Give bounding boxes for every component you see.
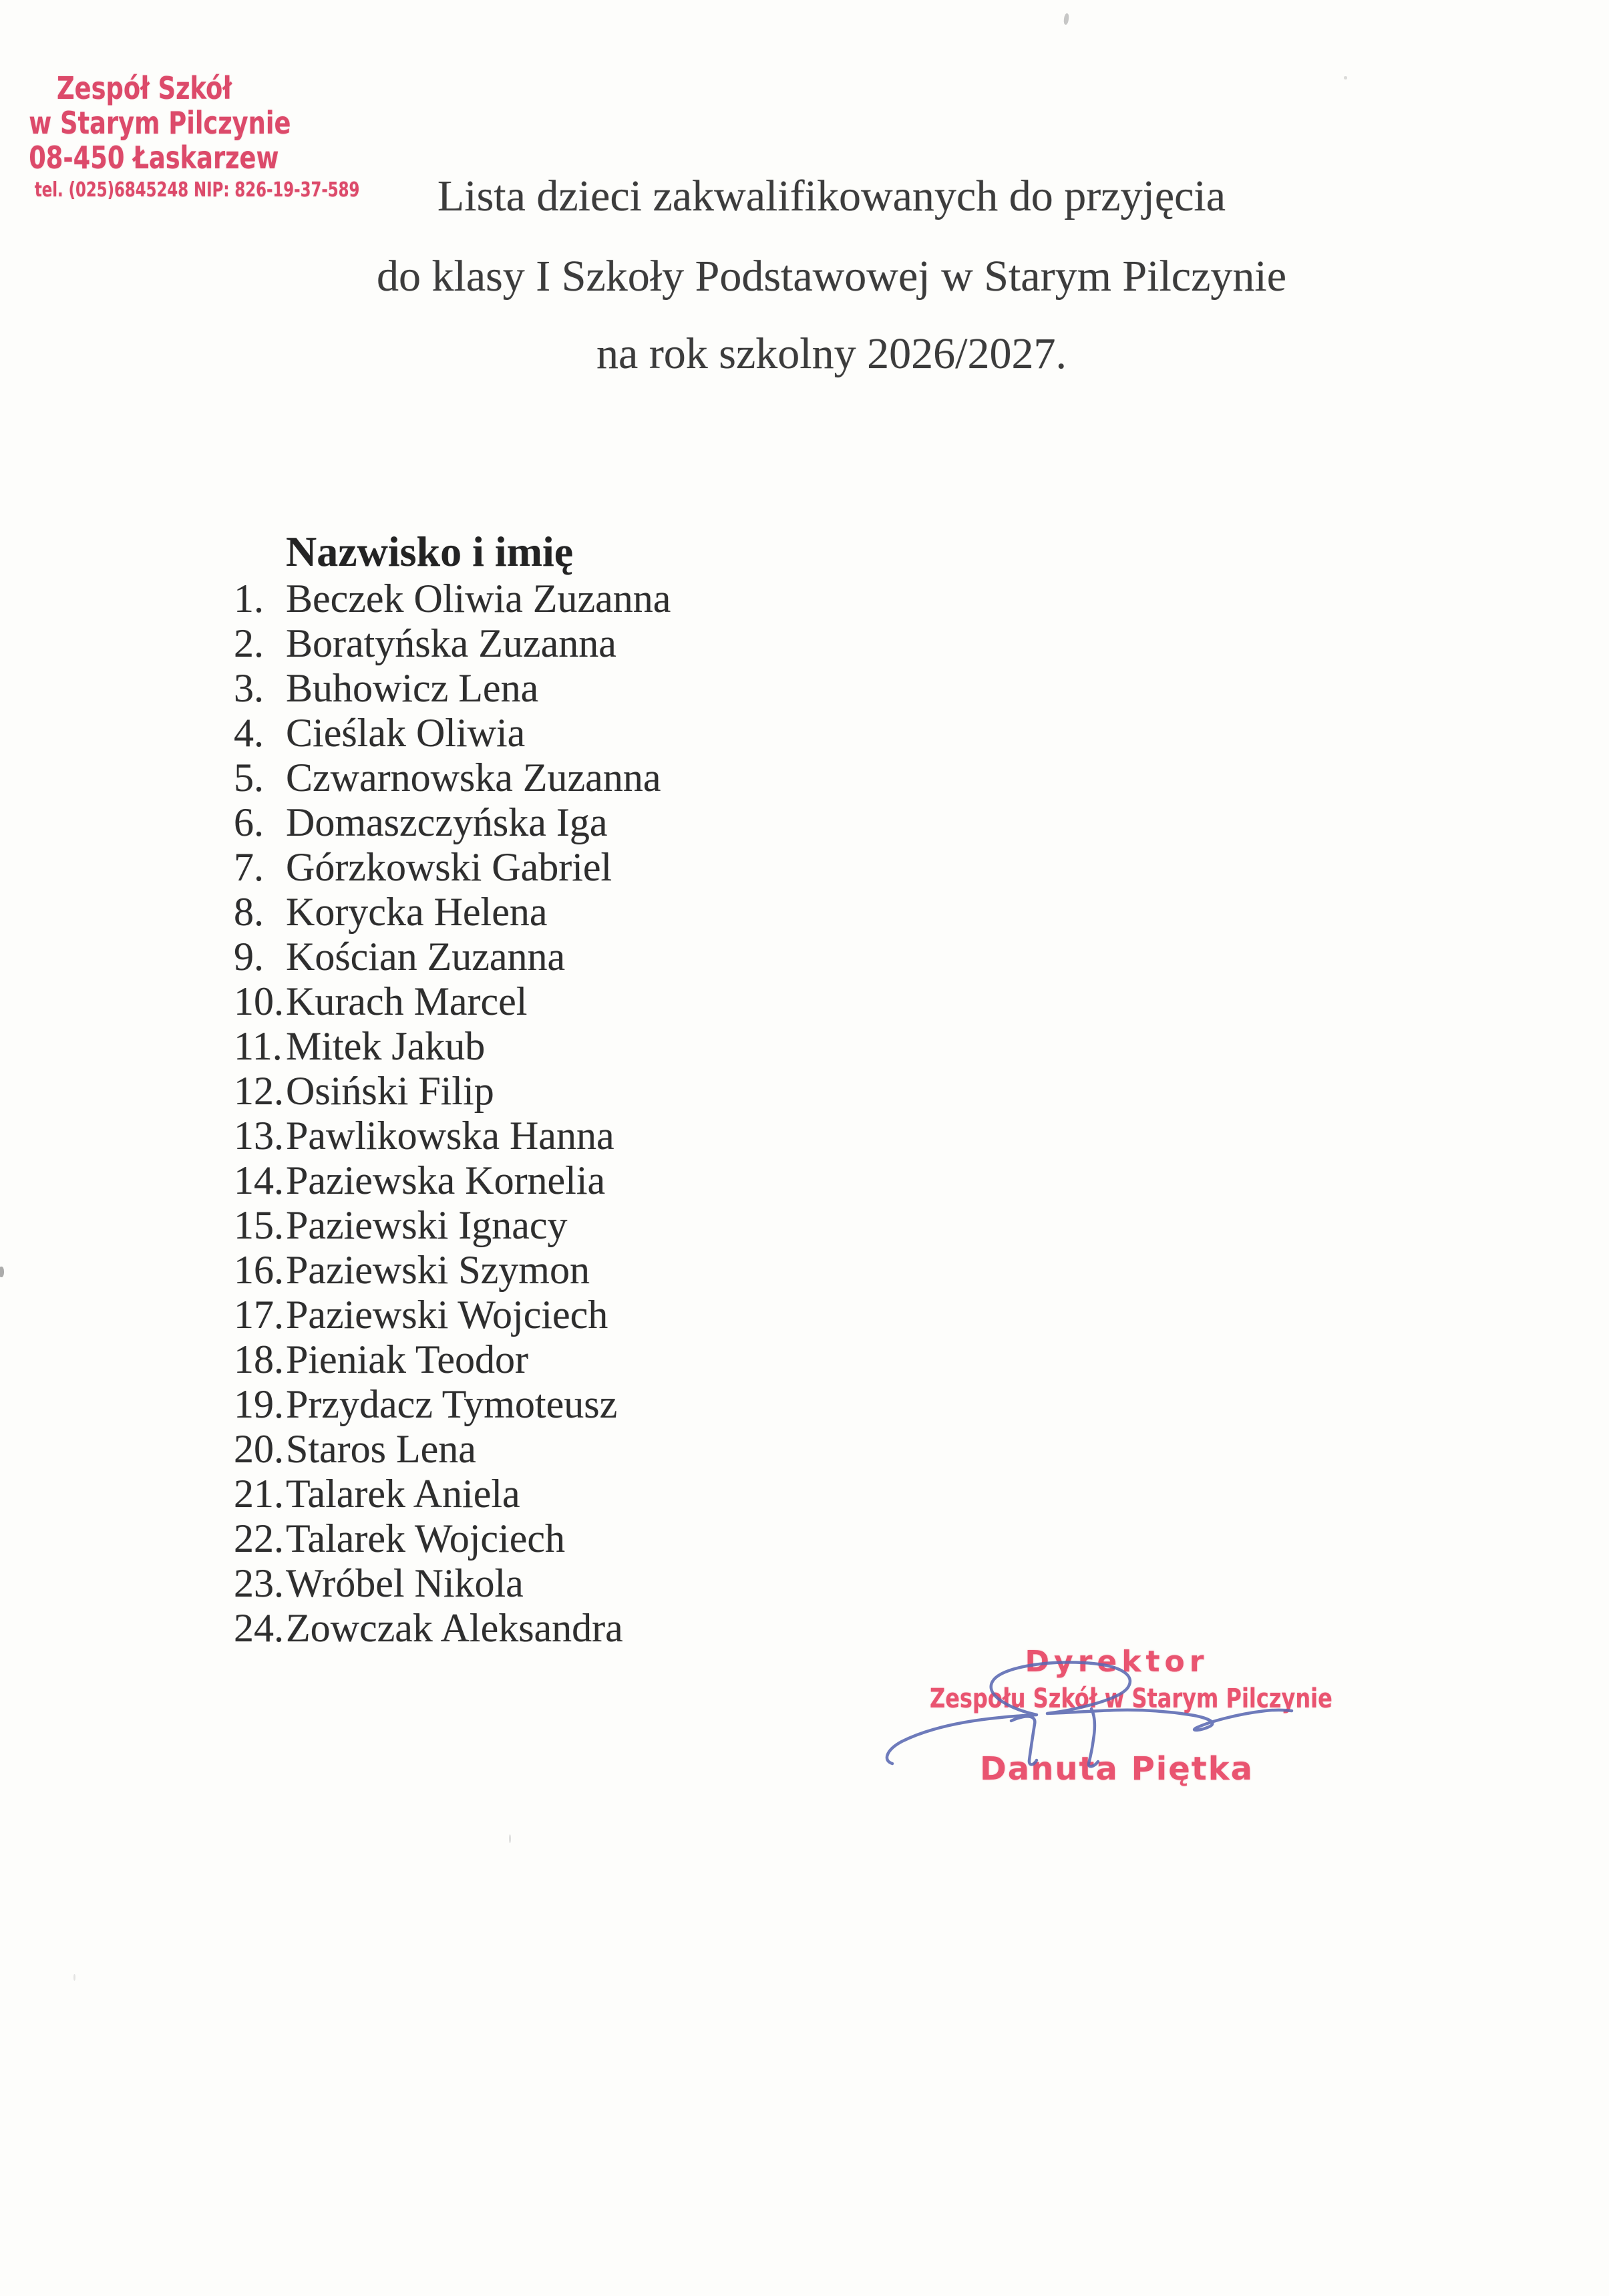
list-item-number: 16.: [234, 1248, 284, 1292]
list-item: [234, 1382, 1102, 1427]
scan-speck: [73, 1974, 75, 1981]
list-item-name: Beczek Oliwia Zuzanna: [286, 577, 671, 621]
list-item-name: Talarek Aniela: [286, 1472, 520, 1516]
list-item-name: Zowczak Aleksandra: [286, 1606, 623, 1650]
scan-speck: [0, 1267, 4, 1277]
list-item-number: 1.: [234, 577, 264, 621]
list-item-name: Paziewski Ignacy: [286, 1203, 568, 1247]
signature-role-stamp: Dyrektor: [1025, 1645, 1209, 1679]
list-item-name: Cieślak Oliwia: [286, 711, 526, 755]
list-item-number: 18.: [234, 1337, 284, 1381]
list-item-number: 15.: [234, 1203, 284, 1247]
list-item-name: Pawlikowska Hanna: [286, 1114, 614, 1158]
list-item-name: Korycka Helena: [286, 890, 548, 934]
list-item: [234, 711, 1102, 756]
list-item-name: Boratyńska Zuzanna: [286, 621, 616, 665]
list-item-number: 9.: [234, 935, 264, 979]
list-item-number: 11.: [234, 1024, 283, 1068]
list-item: [234, 1203, 1102, 1248]
list-item: [234, 979, 1102, 1024]
list-item-number: 22.: [234, 1516, 284, 1561]
list-item-number: 21.: [234, 1472, 284, 1516]
list-item-name: Kurach Marcel: [286, 979, 528, 1023]
list-item: [234, 890, 1102, 935]
list-item-number: 14.: [234, 1158, 284, 1202]
title-line-2: do klasy I Szkoły Podstawowej w Starym Pilczynie: [376, 252, 1287, 301]
stamp-postal-address: 08-450 Łaskarzew: [29, 140, 279, 176]
list-item-name: Osiński Filip: [286, 1069, 494, 1113]
stamp-phone-nip: tel. (025)6845248 NIP: 826-19-37-589: [34, 178, 360, 202]
list-item: [234, 1024, 1102, 1069]
children-list: [234, 577, 1102, 1651]
list-item-name: Kościan Zuzanna: [286, 935, 566, 979]
list-item-number: 19.: [234, 1382, 284, 1426]
list-item: [234, 845, 1102, 890]
list-item-number: 8.: [234, 890, 264, 934]
list-item-number: 10.: [234, 979, 284, 1023]
list-item: [234, 1516, 1102, 1561]
list-item-number: 2.: [234, 621, 264, 665]
signature-organization-stamp: Zespołu Szkół w Starym Pilczynie: [930, 1683, 1332, 1714]
list-item: [234, 800, 1102, 845]
list-item-name: Paziewski Szymon: [286, 1248, 590, 1292]
list-item: [234, 666, 1102, 711]
list-item-number: 20.: [234, 1427, 284, 1471]
list-item-number: 5.: [234, 756, 264, 800]
list-item-name: Staros Lena: [286, 1427, 476, 1471]
list-item: [234, 621, 1102, 666]
title-line-3: na rok szkolny 2026/2027.: [596, 329, 1067, 378]
list-item: [234, 1337, 1102, 1382]
list-item: [234, 935, 1102, 979]
list-item-name: Pieniak Teodor: [286, 1337, 528, 1381]
list-item: [234, 1114, 1102, 1158]
list-item-name: Górzkowski Gabriel: [286, 845, 612, 889]
list-item: [234, 1293, 1102, 1337]
scan-speck: [1344, 76, 1347, 79]
list-item-name: Paziewska Kornelia: [286, 1158, 606, 1202]
list-item-number: 3.: [234, 666, 264, 710]
list-item-name: Talarek Wojciech: [286, 1516, 565, 1561]
list-item: [234, 1158, 1102, 1203]
list-item-name: Mitek Jakub: [286, 1024, 486, 1068]
list-item-number: 17.: [234, 1293, 284, 1337]
list-item-number: 24.: [234, 1606, 284, 1650]
list-item-name: Domaszczyńska Iga: [286, 800, 608, 844]
list-item: [234, 1069, 1102, 1114]
list-column-header: Nazwisko i imię: [286, 528, 574, 575]
scan-speck: [509, 1834, 511, 1843]
list-item-name: Wróbel Nikola: [286, 1561, 524, 1605]
stamp-school-location: w Starym Pilczynie: [29, 105, 291, 141]
stamp-school-name: Zespół Szkół: [57, 70, 232, 106]
list-item-number: 12.: [234, 1069, 284, 1113]
list-item-number: 7.: [234, 845, 264, 889]
signature-block: [883, 1630, 1351, 1817]
list-item: [234, 1472, 1102, 1516]
scan-speck: [1063, 13, 1069, 25]
list-item: [234, 1248, 1102, 1293]
list-item: [234, 1561, 1102, 1606]
school-address-stamp: [0, 70, 360, 206]
list-item-name: Buhowicz Lena: [286, 666, 539, 710]
list-item: [234, 577, 1102, 621]
list-item-number: 6.: [234, 800, 264, 844]
title-line-1: Lista dzieci zakwalifikowanych do przyjęcia: [437, 172, 1226, 220]
list-item: [234, 1427, 1102, 1472]
list-item-name: Paziewski Wojciech: [286, 1293, 608, 1337]
list-item-name: Czwarnowska Zuzanna: [286, 756, 661, 800]
list-item-name: Przydacz Tymoteusz: [286, 1382, 618, 1426]
list-item: [234, 756, 1102, 800]
list-item-number: 4.: [234, 711, 264, 755]
list-item-number: 13.: [234, 1114, 284, 1158]
list-item-number: 23.: [234, 1561, 284, 1605]
signature-name-stamp: Danuta Piętka: [979, 1750, 1254, 1788]
